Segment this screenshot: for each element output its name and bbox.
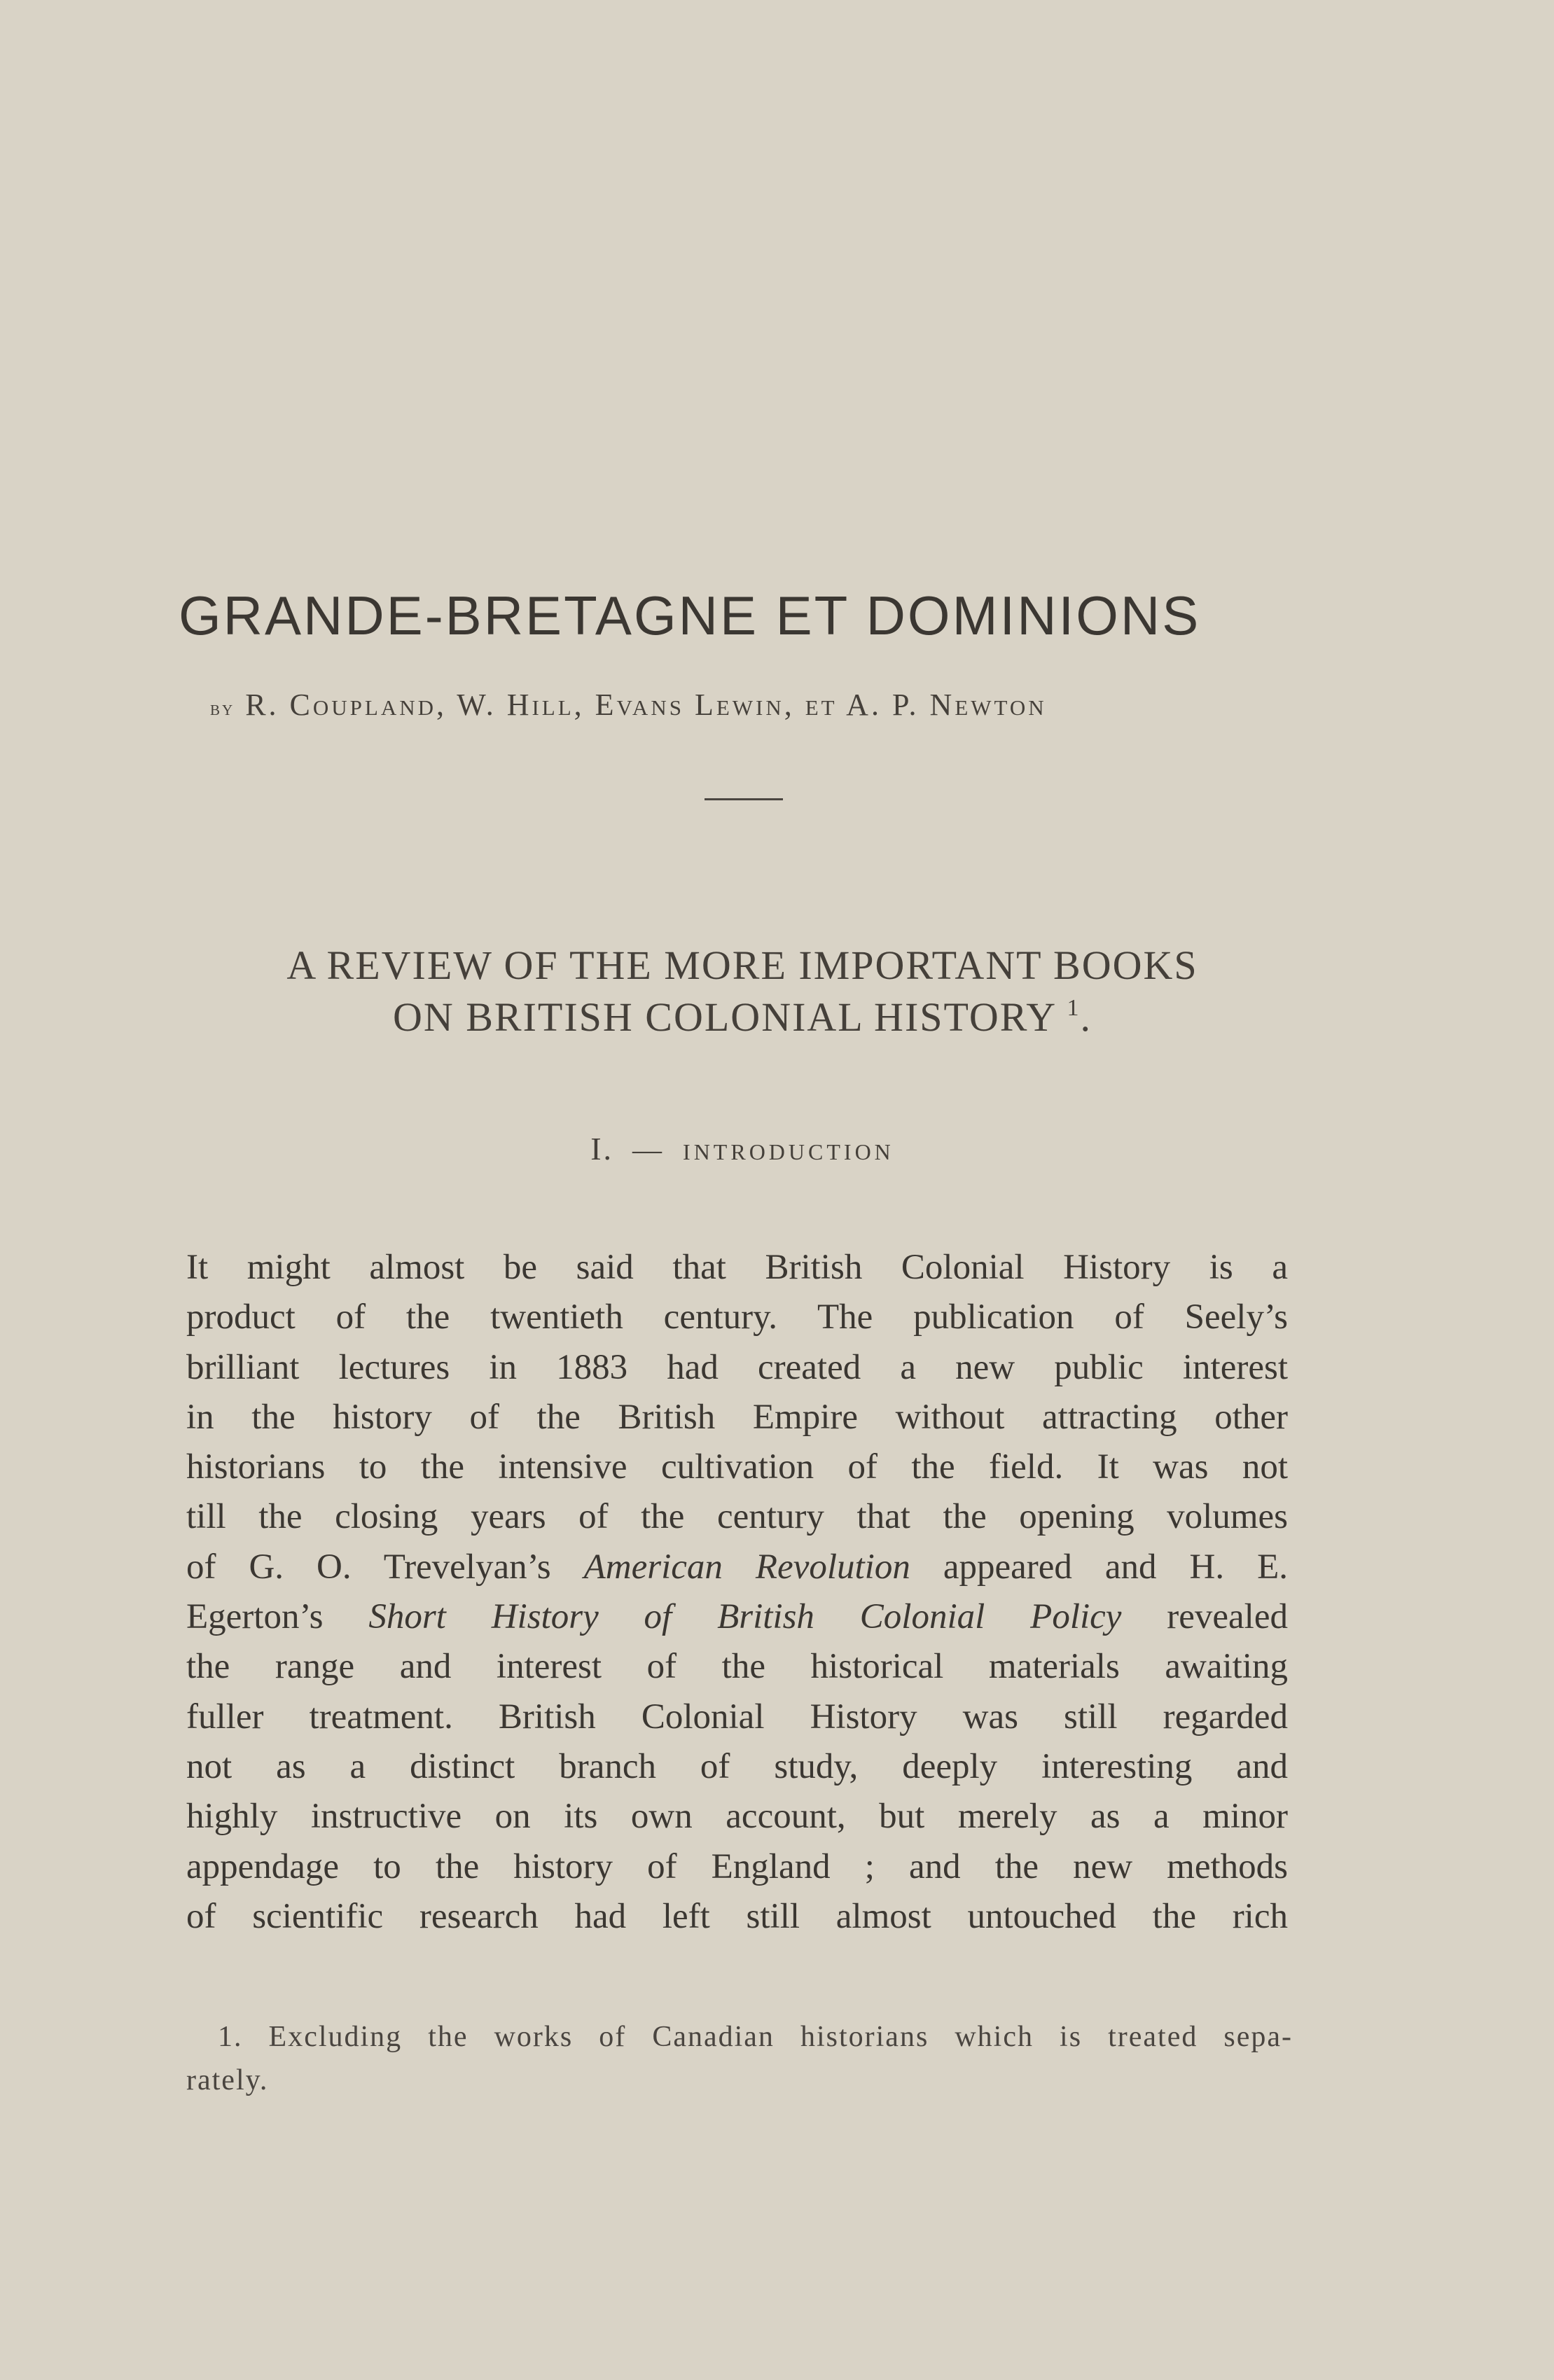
- book-title: Short History of British Colonial Policy: [368, 1597, 1122, 1637]
- body-line: fuller treatment. British Colonial History was still regarded: [186, 1697, 1288, 1737]
- body-line: [186, 1543, 1288, 1592]
- title-divider: [705, 798, 783, 800]
- body-line: brilliant lectures in 1883 had created a new public interest: [186, 1347, 1288, 1387]
- footnote-marker: 1: [1067, 995, 1081, 1021]
- body-paragraph: [186, 1243, 1288, 1942]
- body-text: Egerton’s: [186, 1597, 369, 1637]
- book-title: American Revolution: [583, 1547, 910, 1587]
- body-line: appendage to the history of England ; and the new methods: [186, 1846, 1288, 1886]
- author-by: by: [210, 697, 235, 720]
- author-names: R. Coupland, W. Hill, Evans Lewin, et A. P. Newton: [245, 688, 1047, 722]
- body-line: highly instructive on its own account, but merely as a minor: [186, 1797, 1288, 1837]
- review-title-line-1: A REVIEW OF THE MORE IMPORTANT BOOKS: [286, 942, 1198, 988]
- body-line: in the history of the British Empire without attracting other: [186, 1397, 1288, 1437]
- body-text: revealed: [1121, 1597, 1288, 1637]
- body-line: till the closing years of the century that the opening volumes: [186, 1497, 1288, 1537]
- body-line: It might almost be said that British Colonial History is a: [186, 1248, 1288, 1287]
- article-title: GRANDE-BRETAGNE ET DOMINIONS: [179, 585, 1201, 646]
- author-line: [210, 690, 1331, 721]
- body-line: product of the twentieth century. The publication of Seely’s: [186, 1297, 1288, 1337]
- section-dash: —: [632, 1134, 665, 1167]
- footnote-line-2: rately.: [186, 2064, 269, 2096]
- footnote-line-1: 1. Excluding the works of Canadian historians which is treated sepa-: [218, 2021, 1293, 2053]
- review-title-line-2: [140, 991, 1345, 1043]
- review-title-period: .: [1080, 994, 1092, 1040]
- body-line: not as a distinct branch of study, deeply interesting and: [186, 1746, 1288, 1786]
- review-title: [140, 940, 1345, 1043]
- body-line: the range and interest of the historical materials awaiting: [186, 1647, 1288, 1687]
- review-title-line-2-text: ON BRITISH COLONIAL HISTORY: [392, 994, 1056, 1040]
- body-line: [186, 1592, 1288, 1642]
- footnote: [186, 2015, 1293, 2102]
- body-text: appeared and H. E.: [910, 1547, 1288, 1587]
- section-title: INTRODUCTION: [683, 1139, 894, 1164]
- section-heading: [140, 1133, 1345, 1165]
- body-line: of scientific research had left still almost untouched the rich: [186, 1896, 1288, 1936]
- body-line: historians to the intensive cultivation of the field. It was not: [186, 1447, 1288, 1487]
- section-number: I.: [590, 1131, 614, 1167]
- body-text: of G. O. Trevelyan’s: [186, 1547, 584, 1587]
